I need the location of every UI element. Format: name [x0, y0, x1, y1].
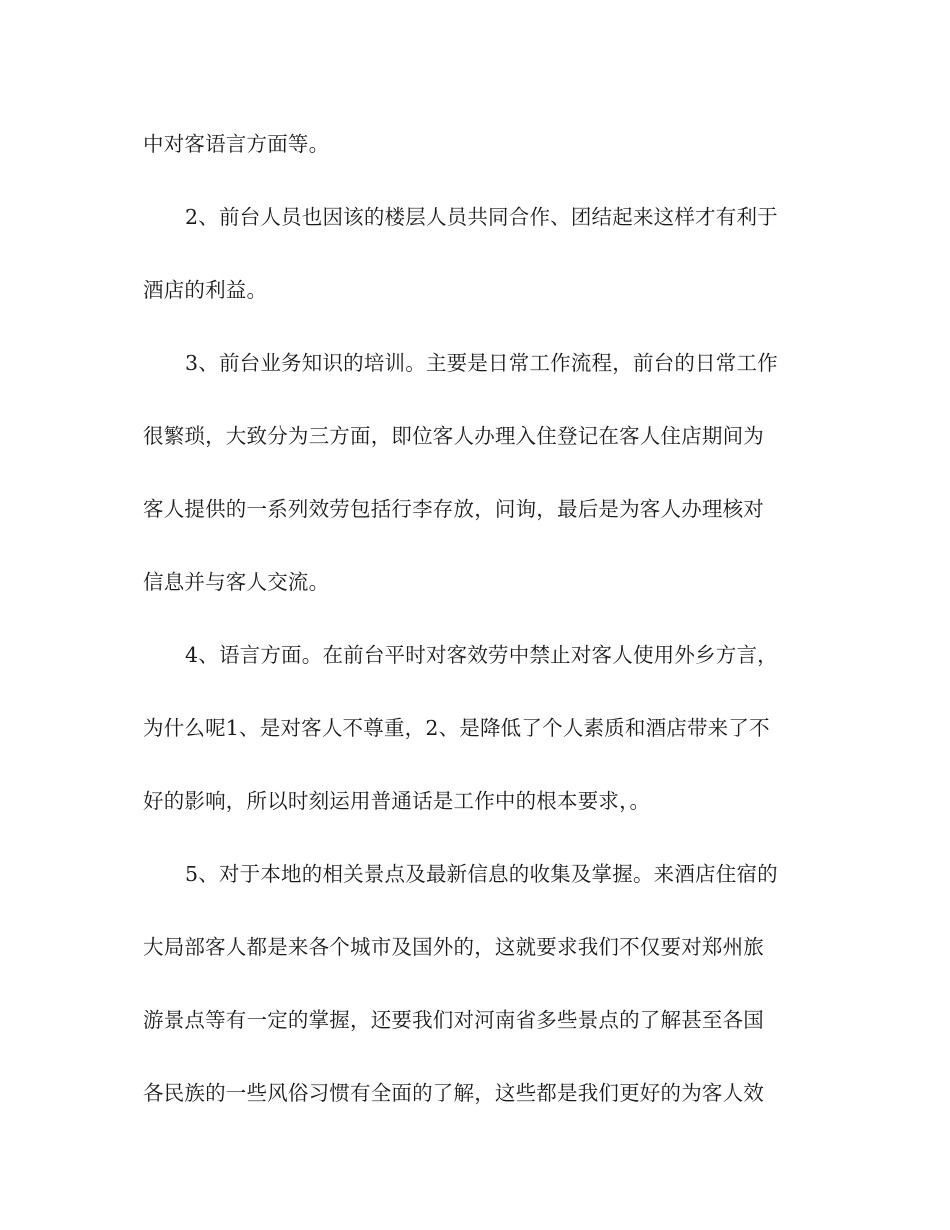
text-line: 大局部客人都是来各个城市及国外的，这就要求我们不仅要对郑州旅: [143, 935, 764, 959]
text-line: 客人提供的一系列效劳包括行李存放，问询，最后是为客人办理核对: [143, 497, 764, 521]
paragraph-2-start: 2、前台人员也因该的楼层人员共同合作、团结起来这样才有利于: [185, 205, 778, 229]
paragraph-5-start: 5、对于本地的相关景点及最新信息的收集及掌握。来酒店住宿的: [185, 862, 778, 886]
text-line: 很繁琐，大致分为三方面，即位客人办理入住登记在客人住店期间为: [143, 424, 764, 448]
text-line: 中对客语言方面等。: [143, 132, 330, 156]
text-line: 好的影响，所以时刻运用普通话是工作中的根本要求，。: [143, 789, 651, 813]
paragraph-4-start: 4、语言方面。在前台平时对客效劳中禁止对客人使用外乡方言，: [185, 643, 778, 667]
text-line: 信息并与客人交流。: [143, 570, 330, 594]
paragraph-3-start: 3、前台业务知识的培训。主要是日常工作流程，前台的日常工作: [185, 351, 778, 375]
text-line: 各民族的一些风俗习惯有全面的了解，这些都是我们更好的为客人效: [143, 1081, 764, 1105]
text-line: 为什么呢1、是对客人不尊重，2、是降低了个人素质和酒店带来了不: [143, 716, 770, 740]
text-line: 游景点等有一定的掌握，还要我们对河南省多些景点的了解甚至各国: [143, 1008, 764, 1032]
text-line: 酒店的利益。: [143, 278, 268, 302]
